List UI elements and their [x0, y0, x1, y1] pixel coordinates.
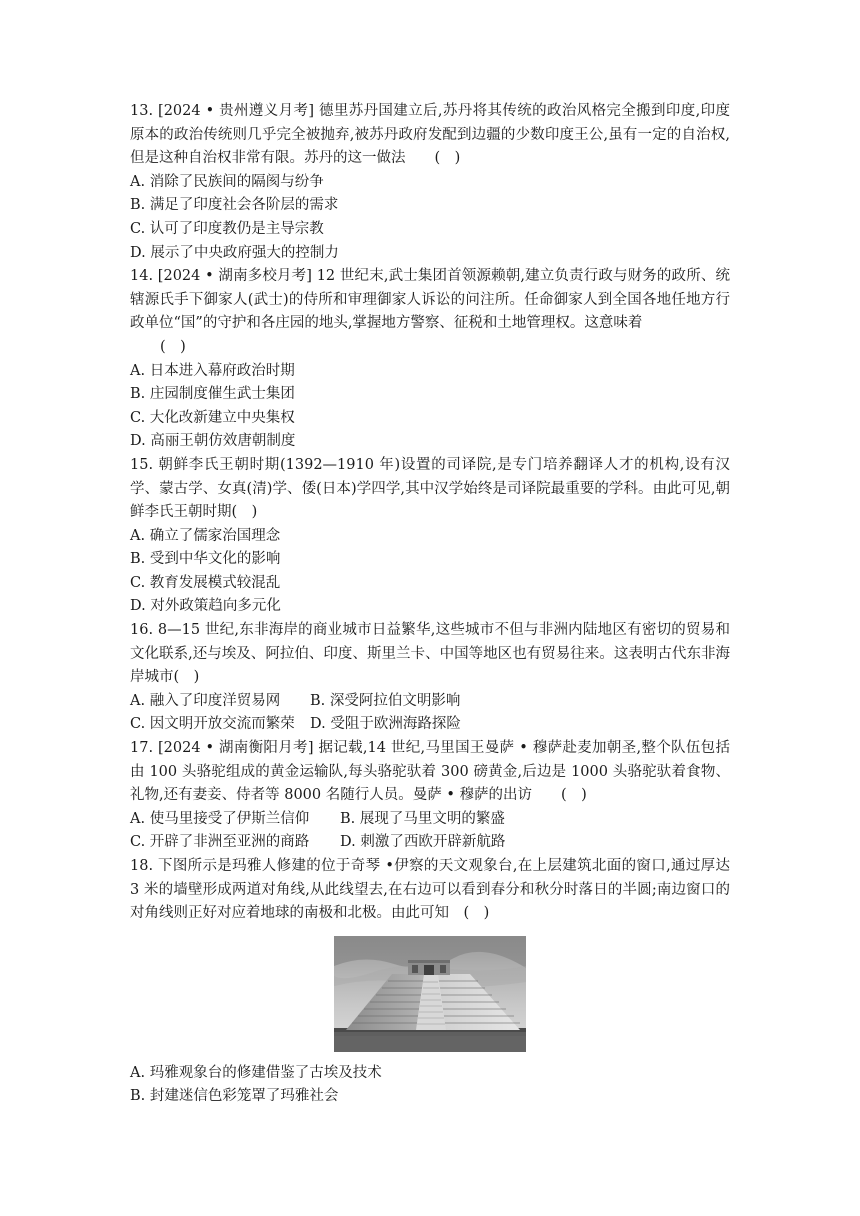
question-18-option-a: A. 玛雅观象台的修建借鉴了古埃及技术	[130, 1064, 382, 1081]
question-16-option-d: D. 受阻于欧洲海路探险	[310, 716, 461, 733]
question-14-answer-paren: ( )	[160, 338, 186, 355]
question-15-option-b: B. 受到中华文化的影响	[130, 551, 281, 568]
question-17-option-d: D. 刺激了西欧开辟新航路	[340, 834, 506, 851]
question-15-option-a: A. 确立了儒家治国理念	[130, 527, 281, 544]
question-13-option-c: C. 认可了印度教仍是主导宗教	[130, 220, 324, 237]
question-17-options-row-1	[130, 808, 730, 832]
question-17-option-c: C. 开辟了非洲至亚洲的商路	[130, 834, 310, 851]
question-15-stem: 15. 朝鲜李氏王朝时期(1392—1910 年)设置的司译院,是专门培养翻译人才的机构,设有汉学、蒙古学、女真(清)学、倭(日本)学四学,其中汉学始终是司译院最重要的学科。由此可见,朝鲜李氏王朝时期( )	[130, 456, 730, 521]
question-15-option-c: C. 教育发展模式较混乱	[130, 574, 281, 591]
question-16-options-row-1	[130, 690, 730, 714]
question-18	[130, 855, 730, 1109]
question-14-option-c: C. 大化改新建立中央集权	[130, 409, 295, 426]
question-14-option-d: D. 高丽王朝仿效唐朝制度	[130, 433, 296, 450]
question-14	[130, 265, 730, 454]
question-13-option-d: D. 展示了中央政府强大的控制力	[130, 244, 339, 261]
question-14-option-a: A. 日本进入幕府政治时期	[130, 362, 295, 379]
question-16-stem: 16. 8—15 世纪,东非海岸的商业城市日益繁华,这些城市不但与非洲内陆地区有密切的贸易和文化联系,还与埃及、阿拉伯、印度、斯里兰卡、中国等地区也有贸易往来。这表明古代东非海岸城市( )	[130, 622, 730, 686]
question-16-option-a: A. 融入了印度洋贸易网	[130, 692, 281, 709]
question-16	[130, 619, 730, 737]
question-page	[130, 100, 730, 1109]
question-13-option-a: A. 消除了民族间的隔阂与纷争	[130, 173, 324, 190]
question-18-stem: 18. 下图所示是玛雅人修建的位于奇琴 •伊察的天文观象台,在上层建筑北面的窗口,通过厚达 3 米的墙壁形成两道对角线,从此线望去,在右边可以看到春分和秋分时落日的半圆;南边窗口的对角线则正好对应着地球的南极和北极。由此可知 ( )	[130, 858, 730, 922]
question-18-option-b: B. 封建迷信色彩笼罩了玛雅社会	[130, 1088, 339, 1105]
chichen-itza-pyramid-image	[334, 936, 526, 1052]
question-17	[130, 737, 730, 855]
question-17-options-row-2	[130, 831, 730, 855]
question-17-option-a: A. 使马里接受了伊斯兰信仰	[130, 810, 310, 827]
question-16-options-row-2	[130, 713, 730, 737]
question-15-option-d: D. 对外政策趋向多元化	[130, 598, 281, 615]
question-13-stem: 13. [2024 • 贵州遵义月考] 德里苏丹国建立后,苏丹将其传统的政治风格完全搬到印度,印度原本的政治传统则几乎完全被抛弃,被苏丹政府发配到边疆的少数印度王公,虽有一定的自治权,但是这种自治权非常有限。苏丹的这一做法 ( )	[130, 103, 730, 167]
question-13	[130, 100, 730, 265]
pyramid-photo	[130, 936, 730, 1052]
question-13-option-b: B. 满足了印度社会各阶层的需求	[130, 197, 339, 214]
question-17-option-b: B. 展现了马里文明的繁盛	[340, 810, 505, 827]
question-16-option-b: B. 深受阿拉伯文明影响	[310, 692, 461, 709]
question-17-stem: 17. [2024 • 湖南衡阳月考] 据记载,14 世纪,马里国王曼萨 • 穆萨赴麦加朝圣,整个队伍包括由 100 头骆驼组成的黄金运输队,每头骆驼驮着 300 磅黄金,后边是 1000 头骆驼驮着食物、礼物,还有妻妾、侍者等 8000 名随行人员。曼萨 • 穆萨的出访 ( )	[130, 740, 730, 804]
question-15	[130, 454, 730, 619]
question-14-option-b: B. 庄园制度催生武士集团	[130, 386, 295, 403]
question-14-stem: 14. [2024 • 湖南多校月考] 12 世纪末,武士集团首领源赖朝,建立负责行政与财务的政所、统辖源氏手下御家人(武士)的侍所和审理御家人诉讼的问注所。任命御家人到全国各地任地方行政单位“国”的守护和各庄园的地头,掌握地方警察、征税和土地管理权。这意味着	[130, 268, 730, 332]
question-16-option-c: C. 因文明开放交流而繁荣	[130, 716, 295, 733]
